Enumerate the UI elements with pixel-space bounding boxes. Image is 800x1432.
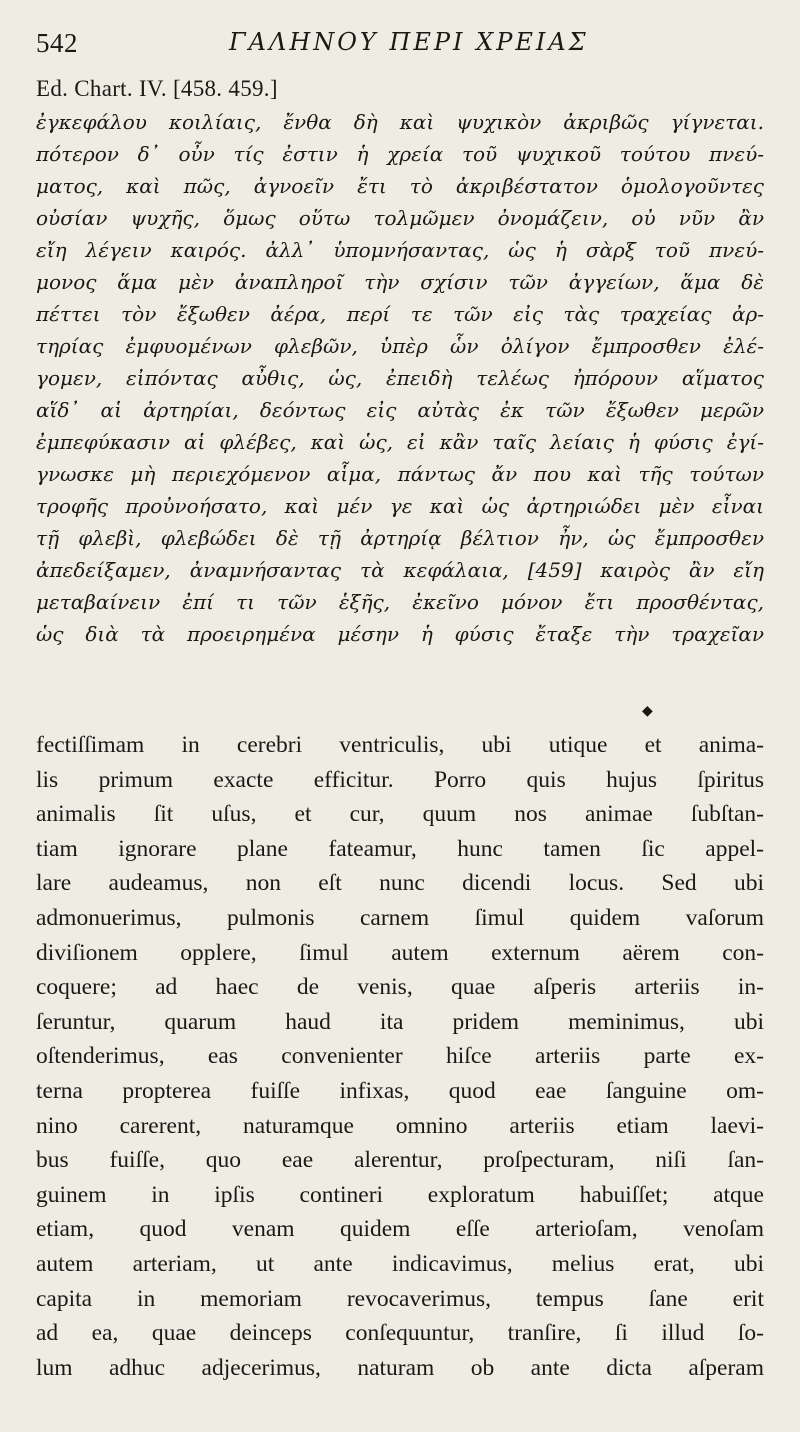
- latin-line: tiam ignorare plane fateamur, hunc tamen ſic appel-: [36, 835, 764, 862]
- greek-line: ἀπεδείξαμεν, ἀναμνήσαντας τὰ κεφάλαια, [459] καιρὸς ἂν εἴη: [36, 558, 764, 582]
- latin-line: animalis ſit uſus, et cur, quum nos animae ſubſtan-: [36, 801, 764, 828]
- latin-line: bus fuiſſe, quo eae alerentur, proſpecturam, niſi ſan-: [36, 1147, 764, 1174]
- latin-line: ſeruntur, quarum haud ita pridem meminimus, ubi: [36, 1008, 764, 1035]
- greek-line: ἐμπεφύκασιν αἱ φλέβες, καὶ ὡς, εἰ κἂν ταῖς λείαις ἡ φύσις ἐγί-: [36, 430, 764, 454]
- greek-line: οὐσίαν ψυχῆς, ὅμως οὕτω τολμῶμεν ὀνομάζειν, οὐ νῦν ἂν: [36, 206, 764, 230]
- greek-line: αἵδ᾽ αἱ ἀρτηρίαι, δεόντως εἰς αὐτὰς ἐκ τῶν ἔξωθεν μερῶν: [36, 398, 764, 422]
- greek-line: τῇ φλεβὶ, φλεβώδει δὲ τῇ ἀρτηρίᾳ βέλτιον ἦν, ὡς ἔμπροσθεν: [36, 526, 764, 550]
- greek-line: ὡς διὰ τὰ προειρημένα μέσην ἡ φύσις ἔταξε τὴν τραχεῖαν: [36, 622, 764, 646]
- edition-reference: Ed. Chart. IV. [458. 459.]: [36, 76, 278, 101]
- greek-line: γομεν, εἰπόντας αὖθις, ὡς, ἐπειδὴ τελέως ἠπόρουν αἵματος: [36, 366, 764, 390]
- section-divider-mark: ◆: [642, 703, 653, 719]
- greek-line: γνωσκε μὴ περιεχόμενον αἷμα, πάντως ἄν που καὶ τῆς τούτων: [36, 462, 764, 486]
- greek-line: τηρίας ἐμφυομένων φλεβῶν, ὑπὲρ ὧν ὀλίγον ἔμπροσθεν ἐλέ-: [36, 334, 764, 358]
- greek-text-block: [36, 106, 764, 650]
- latin-text-block: [36, 728, 764, 1385]
- latin-line: terna propterea fuiſſe infixas, quod eae ſanguine om-: [36, 1077, 764, 1104]
- greek-line: εἴη λέγειν καιρός. ἀλλ᾽ ὑπομνήσαντας, ὡς ἡ σὰρξ τοῦ πνεύ-: [36, 238, 764, 262]
- latin-line: guinem in ipſis contineri exploratum habuiſſet; atque: [36, 1181, 764, 1208]
- latin-line: lis primum exacte efficitur. Porro quis hujus ſpiritus: [36, 766, 764, 793]
- page-number: 542: [36, 28, 78, 58]
- greek-line: τροφῆς προὐνοήσατο, καὶ μέν γε καὶ ὡς ἀρτηριώδει μὲν εἶναι: [36, 494, 764, 518]
- latin-line: fectiſſimam in cerebri ventriculis, ubi utique et anima-: [36, 732, 764, 758]
- greek-line: ἐγκεφάλου κοιλίαις, ἔνθα δὴ καὶ ψυχικὸν ἀκριβῶς γίγνεται.: [36, 110, 764, 134]
- latin-line: etiam, quod venam quidem eſſe arterioſam, venoſam: [36, 1216, 764, 1243]
- greek-line: μεταβαίνειν ἐπί τι τῶν ἑξῆς, ἐκεῖνο μόνον ἔτι προσθέντας,: [36, 590, 764, 614]
- greek-line: πότερον δ᾽ οὖν τίς ἐστιν ἡ χρεία τοῦ ψυχικοῦ τούτου πνεύ-: [36, 142, 764, 166]
- latin-line: admonuerimus, pulmonis carnem ſimul quidem vaſorum: [36, 904, 764, 931]
- running-title: ΓΑΛΗΝΟΥ ΠΕΡΙ ΧΡΕΙΑΣ: [229, 28, 589, 56]
- latin-line: capita in memoriam revocaverimus, tempus ſane erit: [36, 1285, 764, 1312]
- latin-line: oſtenderimus, eas convenienter hiſce arteriis parte ex-: [36, 1043, 764, 1070]
- latin-line: lare audeamus, non eſt nunc dicendi locus. Sed ubi: [36, 870, 764, 897]
- greek-line: μονος ἅμα μὲν ἀναπληροῖ τὴν σχίσιν τῶν ἀγγείων, ἅμα δὲ: [36, 270, 764, 294]
- latin-line: lum adhuc adjecerimus, naturam ob ante dicta aſperam: [36, 1354, 764, 1381]
- greek-line: ματος, καὶ πῶς, ἀγνοεῖν ἔτι τὸ ἀκριβέστατον ὁμολογοῦντες: [36, 174, 764, 198]
- latin-line: autem arteriam, ut ante indicavimus, melius erat, ubi: [36, 1250, 764, 1277]
- page-header: [36, 26, 776, 66]
- latin-line: nino carerent, naturamque omnino arteriis etiam laevi-: [36, 1112, 764, 1139]
- latin-line: diviſionem opplere, ſimul autem externum aërem con-: [36, 939, 764, 966]
- latin-line: coquere; ad haec de venis, quae aſperis arteriis in-: [36, 974, 764, 1001]
- latin-line: ad ea, quae deinceps conſequuntur, tranſire, ſi illud ſo-: [36, 1320, 764, 1347]
- greek-line: πέττει τὸν ἔξωθεν ἀέρα, περί τε τῶν εἰς τὰς τραχείας ἀρ-: [36, 302, 764, 326]
